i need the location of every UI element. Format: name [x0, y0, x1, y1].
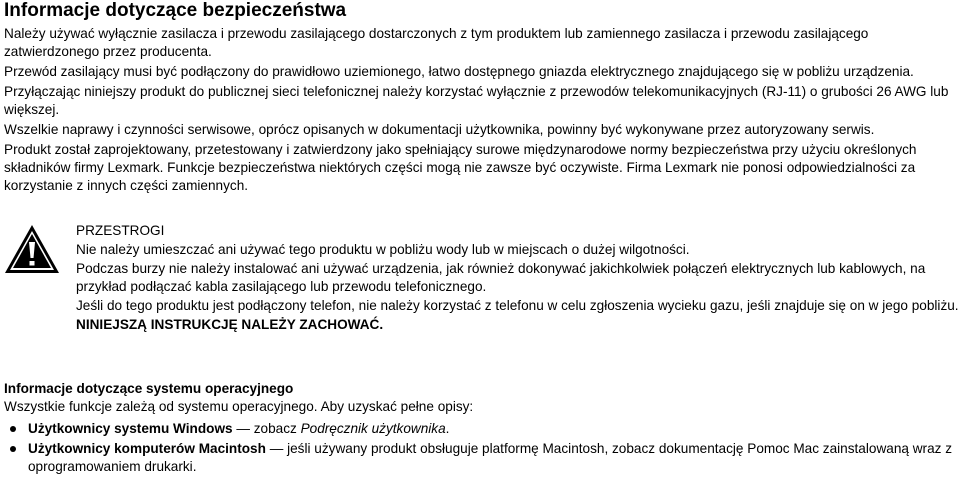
list-item-macintosh — [4, 440, 956, 476]
page-title: Informacje dotyczące bezpieczeństwa — [4, 0, 347, 21]
list-item-label: Użytkownicy systemu Windows — [28, 421, 233, 436]
os-feature-list — [4, 420, 956, 476]
list-item-dash: — — [265, 441, 288, 456]
warning-triangle-icon — [4, 224, 60, 274]
list-item-dash: — zobacz — [232, 421, 301, 436]
safety-paragraph-5: Produkt został zaprojektowany, przetestowany i zatwierdzony jako spełniający surowe międzynarodowe normy bezpieczeństwa przy użyciu określonych składników firmy Lexmark. Funkcje bezpieczeństwa niektórych części mogą nie zawsze być oczywiste. Firma Lexmark nie ponosi odpowiedzialności za korzystanie z innych części zamiennych. — [4, 142, 917, 193]
bullet-icon — [10, 426, 16, 432]
warning-item-1: Nie należy umieszczać ani używać tego produktu w pobliżu wody lub w miejscach o dużej wilgotności. — [76, 242, 690, 257]
document-page — [4, 0, 959, 478]
list-item-text: Podręcznik użytkownika — [300, 421, 446, 436]
list-item-label: Użytkownicy komputerów Macintosh — [28, 441, 266, 456]
list-item-text: jeśli używany produkt obsługuje platformę Macintosh, zobacz dokumentację Pomoc Mac zainstalowaną wraz z oprogramowaniem drukarki. — [28, 441, 952, 474]
bullet-icon — [10, 446, 16, 452]
safety-paragraph-1: Należy używać wyłącznie zasilacza i przewodu zasilającego dostarczonych z tym produktem lub zamiennego zasilacza i przewodu zasilającego zatwierdzonego przez producenta. — [4, 26, 869, 59]
os-section-intro: Wszystkie funkcje zależą od systemu operacyjnego. Aby uzyskać pełne opisy: — [4, 399, 474, 414]
list-item-windows — [4, 420, 956, 438]
safety-paragraph-4: Wszelkie naprawy i czynności serwisowe, oprócz opisanych w dokumentacji użytkownika, powinny być wykonywane przez autoryzowany serwis. — [4, 122, 875, 137]
warning-body — [76, 222, 960, 335]
warning-closing: NINIEJSZĄ INSTRUKCJĘ NALEŻY ZACHOWAĆ. — [76, 317, 384, 332]
safety-paragraph-3: Przyłączając niniejszy produkt do publicznej sieci telefonicznej należy korzystać wyłącznie z przewodów telekomunikacyjnych (RJ-11) o grubości 26 AWG lub większej. — [4, 84, 949, 117]
warning-item-3: Jeśli do tego produktu jest podłączony telefon, nie należy korzystać z telefonu w celu zgłoszenia wycieku gazu, jeśli znajduje się on w jego pobliżu. — [76, 298, 959, 313]
list-item-tail: . — [445, 421, 450, 436]
warning-heading: PRZESTROGI — [76, 223, 165, 238]
safety-paragraph-2: Przewód zasilający musi być podłączony do prawidłowo uziemionego, łatwo dostępnego gniazda elektrycznego znajdującego się w pobliżu urządzenia. — [4, 64, 914, 79]
warning-block — [4, 222, 959, 354]
warning-item-2: Podczas burzy nie należy instalować ani używać urządzenia, jak również dokonywać jakichkolwiek połączeń elektrycznych lub kablowych, na przykład podłączać kabla zasilającego lub przewodu telefonicznego. — [76, 261, 926, 294]
os-section-title: Informacje dotyczące systemu operacyjnego — [4, 381, 294, 396]
